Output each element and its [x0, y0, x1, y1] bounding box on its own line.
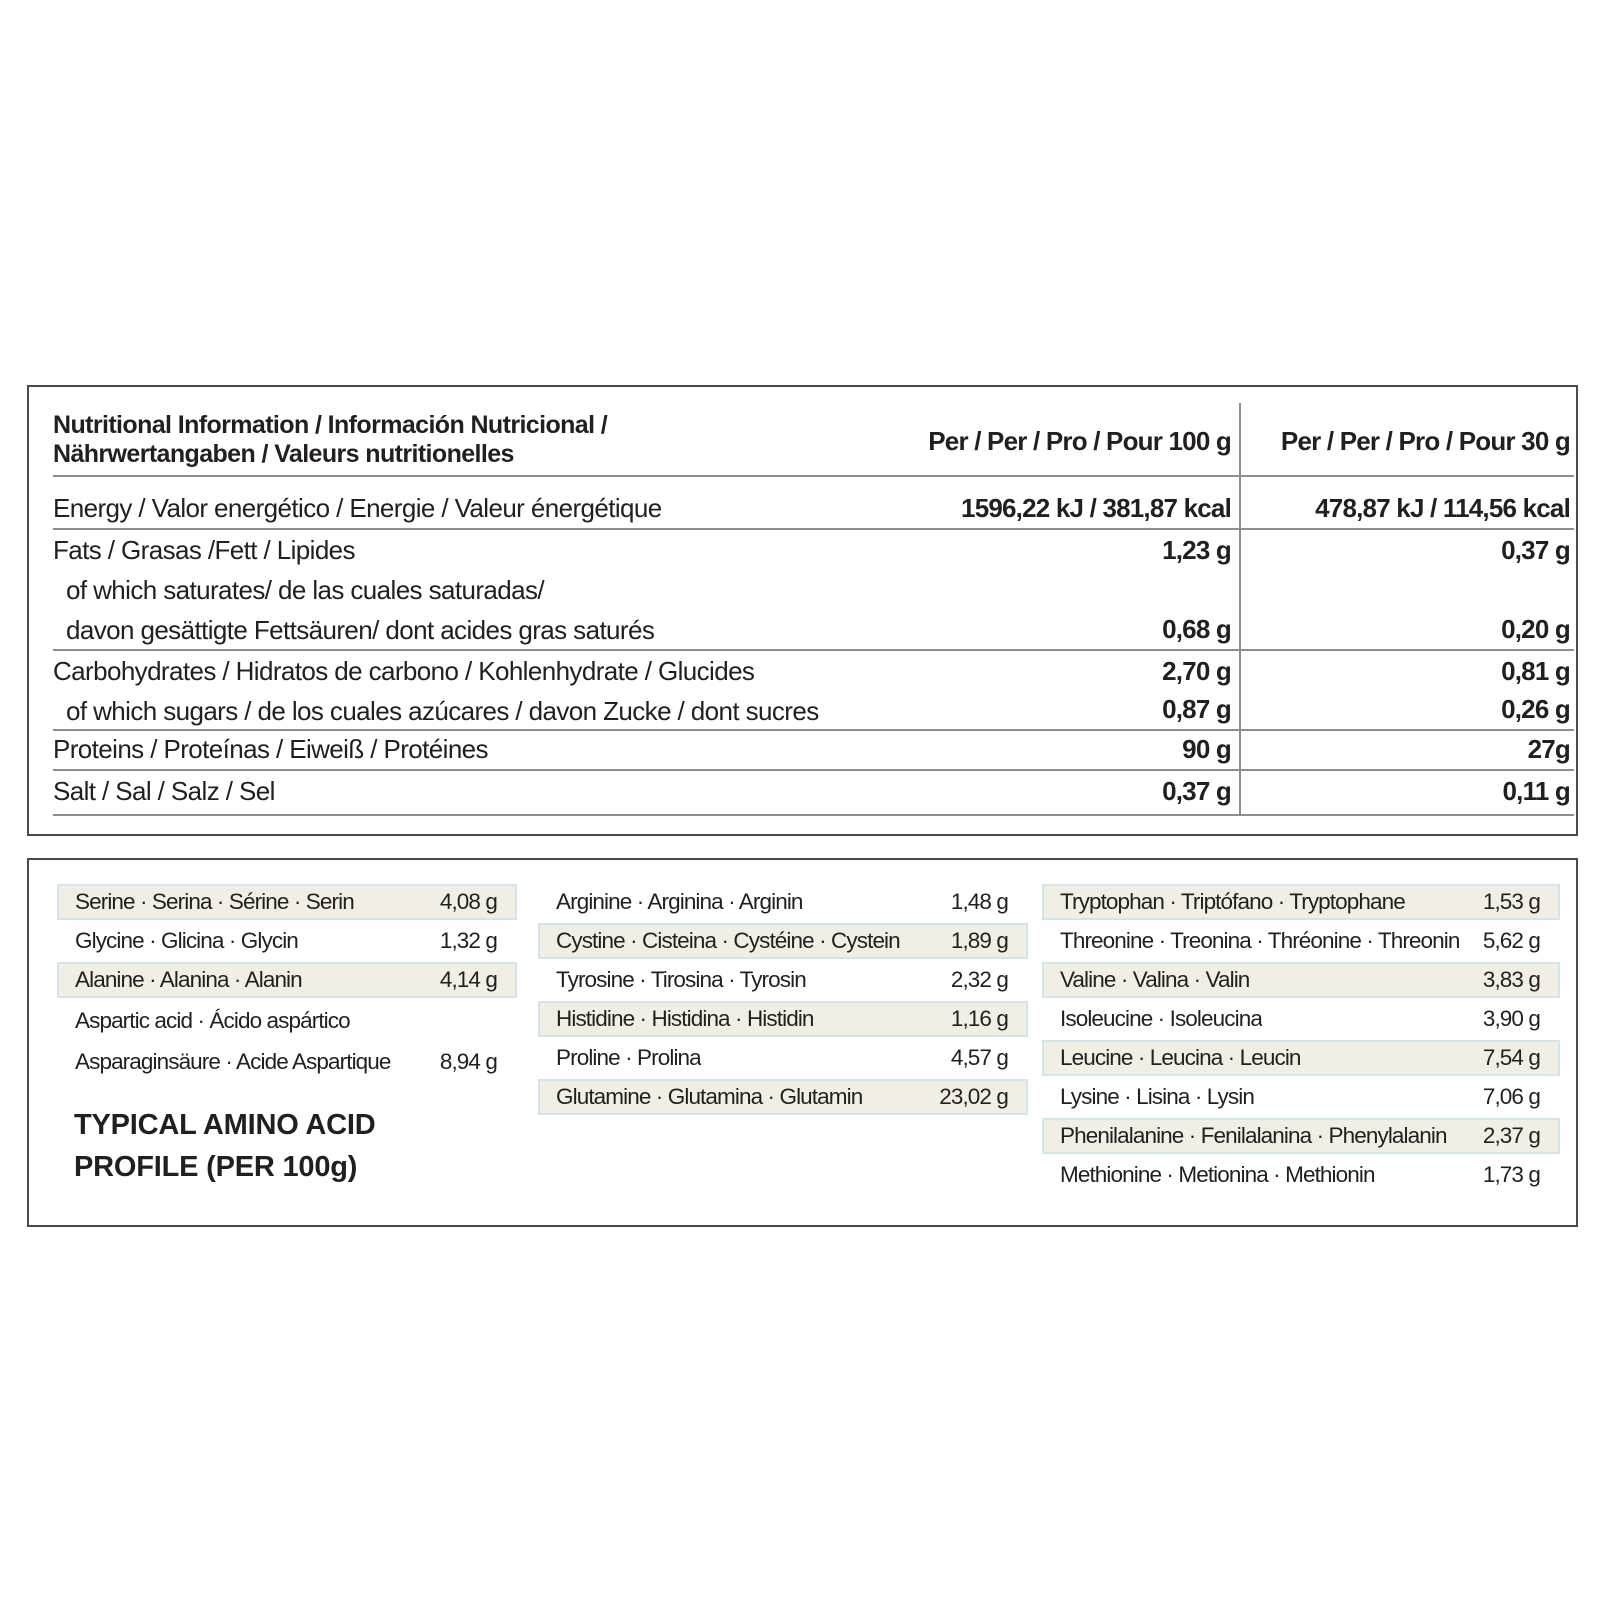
salt-row — [53, 771, 1574, 816]
carbohydrates-value-100g: 2,70 g — [1162, 656, 1231, 686]
amino-row-alanine: Alanine · Alanina · Alanin 4,14 g — [57, 962, 517, 998]
energy-value-100g: 1596,22 kJ / 381,87 kcal — [961, 493, 1231, 523]
column-header-100g: Per / Per / Pro / Pour 100 g — [928, 426, 1231, 456]
amino-row-leucine: Leucine · Leucina · Leucin 7,54 g — [1042, 1040, 1560, 1076]
amino-row-isoleucine: Isoleucine · Isoleucina 3,90 g — [1060, 1006, 1540, 1031]
column-header-30g: Per / Per / Pro / Pour 30 g — [1280, 426, 1570, 456]
amino-row-histidine: Histidine · Histidina · Histidin 1,16 g — [538, 1001, 1028, 1037]
amino-row-lysine: Lysine · Lisina · Lysin 7,06 g — [1060, 1084, 1540, 1109]
saturates-value-100g: 0,68 g — [1162, 614, 1231, 644]
sugars-label: of which sugars / de los cuales azúcares / davon Zucke / dont sucres — [66, 696, 819, 726]
carbohydrates-row — [53, 651, 1574, 731]
amino-row-serine: Serine · Serina · Sérine · Serin 4,08 g — [57, 884, 517, 920]
amino-row-phenylalanine: Phenilalanine · Fenilalanina · Phenylalanin 2,37 g — [1042, 1118, 1560, 1154]
carbohydrates-value-30g: 0,81 g — [1501, 656, 1570, 686]
saturates-value-30g: 0,20 g — [1501, 614, 1570, 644]
sugars-value-100g: 0,87 g — [1162, 694, 1231, 724]
salt-value-100g: 0,37 g — [1162, 776, 1231, 806]
salt-value-30g: 0,11 g — [1502, 776, 1570, 806]
sugars-value-30g: 0,26 g — [1501, 694, 1570, 724]
carbohydrates-label: Carbohydrates / Hidratos de carbono / Kohlenhydrate / Glucides — [53, 656, 755, 686]
saturates-label-line2: davon gesättigte Fettsäuren/ dont acides gras saturés — [66, 615, 655, 645]
fats-value-30g: 0,37 g — [1501, 535, 1570, 565]
amino-acid-title: TYPICAL AMINO ACID PROFILE (PER 100g) — [74, 1109, 376, 1183]
amino-acid-panel — [27, 858, 1578, 1227]
proteins-label: Proteins / Proteínas / Eiweiß / Protéines — [53, 734, 488, 764]
amino-row-glycine: Glycine · Glicina · Glycin 1,32 g — [75, 928, 497, 953]
nutrition-title: Nutritional Information / Información Nutricional / Nährwertangaben / Valeurs nutritionelles — [53, 411, 608, 468]
fats-row — [53, 530, 1574, 651]
amino-row-arginine: Arginine · Arginina · Arginin 1,48 g — [556, 889, 1008, 914]
amino-row-aspartic-acid: Aspartic acid · Ácido aspártico — [75, 1008, 350, 1033]
amino-row-tyrosine: Tyrosine · Tirosina · Tyrosin 2,32 g — [556, 967, 1008, 992]
proteins-value-100g: 90 g — [1182, 734, 1231, 764]
amino-row-cystine: Cystine · Cisteina · Cystéine · Cystein 1,89 g — [538, 923, 1028, 959]
nutrition-table — [53, 403, 1574, 816]
fats-value-100g: 1,23 g — [1162, 535, 1231, 565]
saturates-label-line1: of which saturates/ de las cuales saturadas/ — [66, 575, 544, 605]
energy-label: Energy / Valor energético / Energie / Valeur énergétique — [53, 493, 662, 523]
amino-row-proline: Proline · Prolina 4,57 g — [556, 1045, 1008, 1070]
amino-row-glutamine: Glutamine · Glutamina · Glutamin 23,02 g — [538, 1079, 1028, 1115]
nutrition-table-panel — [27, 385, 1578, 836]
proteins-value-30g: 27g — [1527, 734, 1570, 764]
amino-row-valine: Valine · Valina · Valin 3,83 g — [1042, 962, 1560, 998]
energy-value-30g: 478,87 kJ / 114,56 kcal — [1315, 493, 1570, 523]
energy-row — [53, 477, 1574, 530]
amino-column-1 — [57, 884, 517, 1083]
nutrition-header-row — [53, 403, 1574, 477]
proteins-row — [53, 731, 1574, 771]
amino-column-3 — [1042, 884, 1560, 1196]
amino-column-2 — [538, 884, 1028, 1118]
amino-row-threonine: Threonine · Treonina · Thréonine · Threonin 5,62 g — [1060, 928, 1540, 953]
fats-label: Fats / Grasas /Fett / Lipides — [53, 535, 355, 565]
amino-row-tryptophan: Tryptophan · Triptófano · Tryptophane 1,53 g — [1042, 884, 1560, 920]
amino-row-asparaginsaure: Asparaginsäure · Acide Aspartique 8,94 g — [75, 1049, 497, 1074]
salt-label: Salt / Sal / Salz / Sel — [53, 776, 275, 806]
amino-row-methionine: Methionine · Metionina · Methionin 1,73 g — [1060, 1162, 1540, 1187]
